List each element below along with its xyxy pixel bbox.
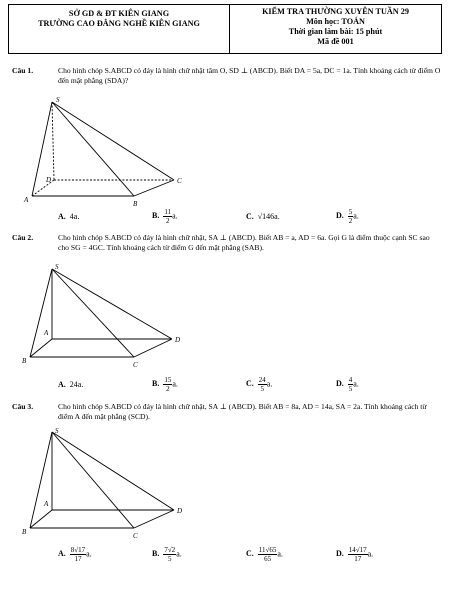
question-text: Cho hình chóp S.ABCD có đáy là hình chữ nhật, SA ⊥ (ABCD). Biết AB = a, AD = 6a. Gọi G là điểm thuộc cạnh SC sao cho SG = 4GC. Tính khoảng cách từ điểm G đến mặt phẳng (SAB).: [58, 233, 430, 252]
vertex-label: A: [24, 196, 29, 204]
vertex-label: B: [22, 528, 27, 536]
pyramid-figure-1: [24, 96, 200, 208]
school-name: TRƯỜNG CAO ĐẲNG NGHỀ KIÊN GIANG: [38, 19, 200, 28]
answer-b: B. $\frac{7√2}{5}$ a.: [152, 546, 182, 563]
department-name: SỞ GD & ĐT KIÊN GIANG: [68, 9, 170, 18]
exam-code: Mã đề 001: [317, 37, 354, 46]
vertex-label: S: [55, 263, 59, 271]
question-number: Câu 1.: [12, 66, 34, 75]
answer-d: D. $\frac{5}{2}$ a.: [336, 208, 359, 225]
vertex-label: A: [44, 500, 49, 508]
vertex-label: D: [175, 336, 181, 344]
exam-header: [8, 4, 442, 54]
question-number: Câu 2.: [12, 233, 34, 242]
vertex-label: B: [22, 357, 27, 365]
answer-a: A. 24a.: [58, 380, 84, 389]
answer-b: B. $\frac{15}{2}$ a.: [152, 376, 178, 393]
pyramid-figure-3: [22, 427, 198, 540]
answer-c: C. $\frac{11√65}{65}$ a.: [246, 546, 283, 563]
school-block: [9, 5, 230, 53]
answer-a: A. 4a.: [58, 212, 80, 221]
exam-info-block: [230, 5, 441, 53]
vertex-label: S: [56, 96, 60, 104]
question-number: Câu 3.: [12, 402, 34, 411]
duration: Thời gian làm bài: 15 phút: [288, 27, 383, 36]
vertex-label: B: [133, 200, 138, 208]
subject: Môn học: TOÁN: [306, 17, 365, 26]
vertex-label: C: [177, 177, 182, 185]
answer-c: C. √146a.: [246, 212, 280, 221]
vertex-label: D: [46, 176, 52, 184]
vertex-label: A: [44, 329, 49, 337]
question-text: Cho hình chóp S.ABCD có đáy là hình chữ nhật tâm O, SD ⊥ (ABCD). Biết DA = 5a, DC = 1a. Tính khoảng cách từ điểm O đến mặt phẳng (SDA)?: [58, 66, 441, 85]
pyramid-figure-2: [22, 263, 198, 371]
answer-c: C. $\frac{24}{5}$ a.: [246, 376, 273, 393]
answer-b: B. $\frac{11}{2}$ a.: [152, 208, 178, 225]
vertex-label: C: [133, 532, 138, 540]
exam-title: KIỂM TRA THƯỜNG XUYÊN TUẦN 29: [262, 7, 409, 16]
answer-a: A. $\frac{8√17}{17}$ a.: [58, 546, 92, 563]
answer-d: D. $\frac{14√17}{17}$ a.: [336, 546, 374, 563]
vertex-label: D: [177, 507, 183, 515]
vertex-label: C: [133, 361, 138, 369]
answer-d: D. $\frac{4}{5}$ a.: [336, 376, 359, 393]
question-text: Cho hình chóp S.ABCD có đáy là hình chữ nhật, SA ⊥ (ABCD). Biết AB = 8a, AD = 14a, SA = 2a. Tính khoảng cách từ điểm A đến mặt phẳng (SCD).: [58, 402, 427, 421]
vertex-label: S: [55, 427, 59, 435]
